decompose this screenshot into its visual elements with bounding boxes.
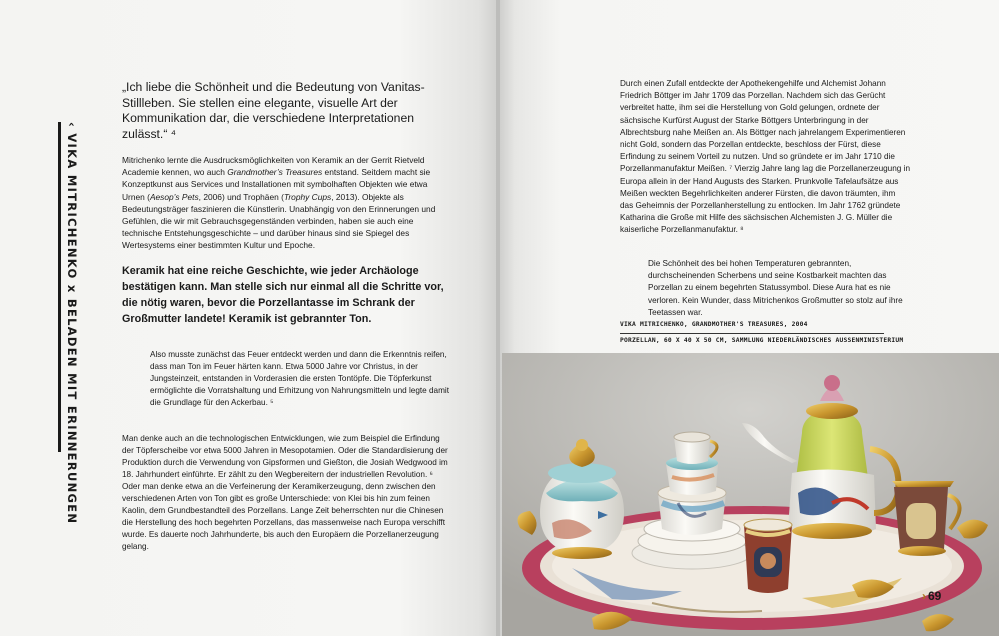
body-paragraph-2: Man denke auch an die technologischen Entwicklungen, wie zum Beispiel die Erfindung der Töpferscheibe vor etwa 5000 Jahren in Mesopotamien. Oder die Standardisierung der Produktion durch die Verwendung von Gipsformen und Gießton, die Josiah Wedgwood im 18. Jahrhundert einführte. Er zählt zu den Wegbereitern der industriellen Revolution. ⁶ Oder man denke etwa an die Verfeinerung der Keramikerzeugung, denn zwischen den verschiedenen Arten von Ton gibt es große Unterschiede: von Klei bis hin zum feinen Kaolin, dem Grundbestandteil des Porzellans. Lange Zeit beherrschten nur die Chinesen die Herstellung des hoch begehrten Porzellans, das massenweise nach Europa verschifft wurde. Es dauerte noch Jahrhunderte, bis auch den Europäern die Porzellanerzeugung gelang.: [122, 434, 448, 551]
pull-quote: „Ich liebe die Schönheit und die Bedeutung von Vanitas-Stillleben. Sie stellen eine elegante, visuelle Art der Kommunikation dar, die verschiedene Interpretationen zulässt.“ ⁴: [122, 80, 425, 141]
title-rule: [58, 122, 61, 452]
indented-paragraph-right: Die Schönheit des bei hohen Temperaturen gebrannten, durchscheinenden Scherbens und seine Kostbarkeit machten das Porzellan zu einem begehrten Statussymbol. Diese Aura hat es nie verloren. Kein Wunder, dass Mitrichenkos Großmutter so stolz auf ihre Teetassen war.: [648, 259, 903, 317]
running-title: [58, 122, 82, 525]
running-title-text: ‹ VIKA MITRICHENKO x BELADEN MIT ERINNERUNGEN: [65, 122, 79, 525]
indented-paragraph: Also musste zunächst das Feuer entdeckt werden und dann die Erkenntnis reifen, dass man Ton im Feuer härten kann. Etwa 5000 Jahre vor Christus, in der Jungsteinzeit, entstanden in Vorderasien die ersten Tontöpfe. Die Töpferkunst ermöglichte die Vorratshaltung und Erhitzung von Nahrungsmitteln und legte damit die Grundlage für den Ackerbau. ⁵: [150, 350, 450, 407]
caption-divider: [620, 333, 884, 334]
caption-line-1: VIKA MITRICHENKO, GRANDMOTHER'S TREASURES, 2004: [620, 321, 808, 328]
highlight-paragraph: Keramik hat eine reiche Geschichte, wie jeder Archäologe bestätigen kann. Man stelle sich nur einmal all die Schritte vor, die nötig waren, bevor die Porzellantasse im Schrank der Großmutter landete! Keramik ist gebrannter Ton.: [122, 265, 444, 325]
photo-caption: [620, 320, 910, 346]
caption-line-2: PORZELLAN, 60 X 40 X 50 CM, SAMMLUNG NIEDERLÄNDISCHES AUSSENMINISTERIUM: [620, 337, 904, 344]
page-number: › 69: [922, 589, 942, 603]
left-page: [0, 0, 498, 636]
body-paragraph-3: Durch einen Zufall entdeckte der Apothekengehilfe und Alchemist Johann Friedrich Böttger im Jahr 1709 das Porzellan. Nachdem sich das Gerücht verbreitet hatte, ihm sei die Herstellung von Gold gelungen, ordnete der sächsische Kurfürst August der Starke Böttgers Unterbringung in der Albrechtsburg nahe Meißen an. Als Böttger nach jahrelangem Experimentieren nicht Gold, sondern das Porzellan entdeckte, beschloss der Fürst, diese Erfindung zu seinem Vorteil zu nutzen. Und so gründete er im Jahr 1710 die Porzellanmanufaktur Meißen. ⁷ Vierzig Jahre lang lag die Porzellanerzeugung in Europa allein in der Hand Augusts des Starken. Prunkvolle Tafelaufsätze aus Meißen weckten Begehrlichkeiten anderer Fürsten, die davon träumten, ihm das Geheimnis der Porzellanherstellung zu entlocken. Im Jahr 1762 gründete Katharina die Große mit Hilfe des sächsischen Alchemisten J. G. Müller die kaiserliche Porzellanmanufaktur. ⁸: [620, 79, 910, 235]
body-paragraph-1: Mitrichenko lernte die Ausdrucksmöglichkeiten von Keramik an der Gerrit Rietveld Academie kennen, wo auch Grandmother’s Treasures entstand. Seitdem macht sie Konzeptkunst aus Services und Installationen mit symbolhaften Objekten wie etwa Urnen (Aesop’s Pets, 2006) und Trophäen (Trophy Cups, 2013). Objekte als Bedeutungsträger faszinieren die Künstlerin. Unabhängig von den Erinnerungen und Gefühlen, die wir mit Gebrauchsgegenständen verbinden, haben sie auch eine technische Entstehungsgeschichte – und darüber hinaus sind sie Spiegel des Wertesystems einer bestimmten Kultur und Epoche.: [122, 155, 436, 251]
small-cup-icon: [744, 519, 792, 593]
